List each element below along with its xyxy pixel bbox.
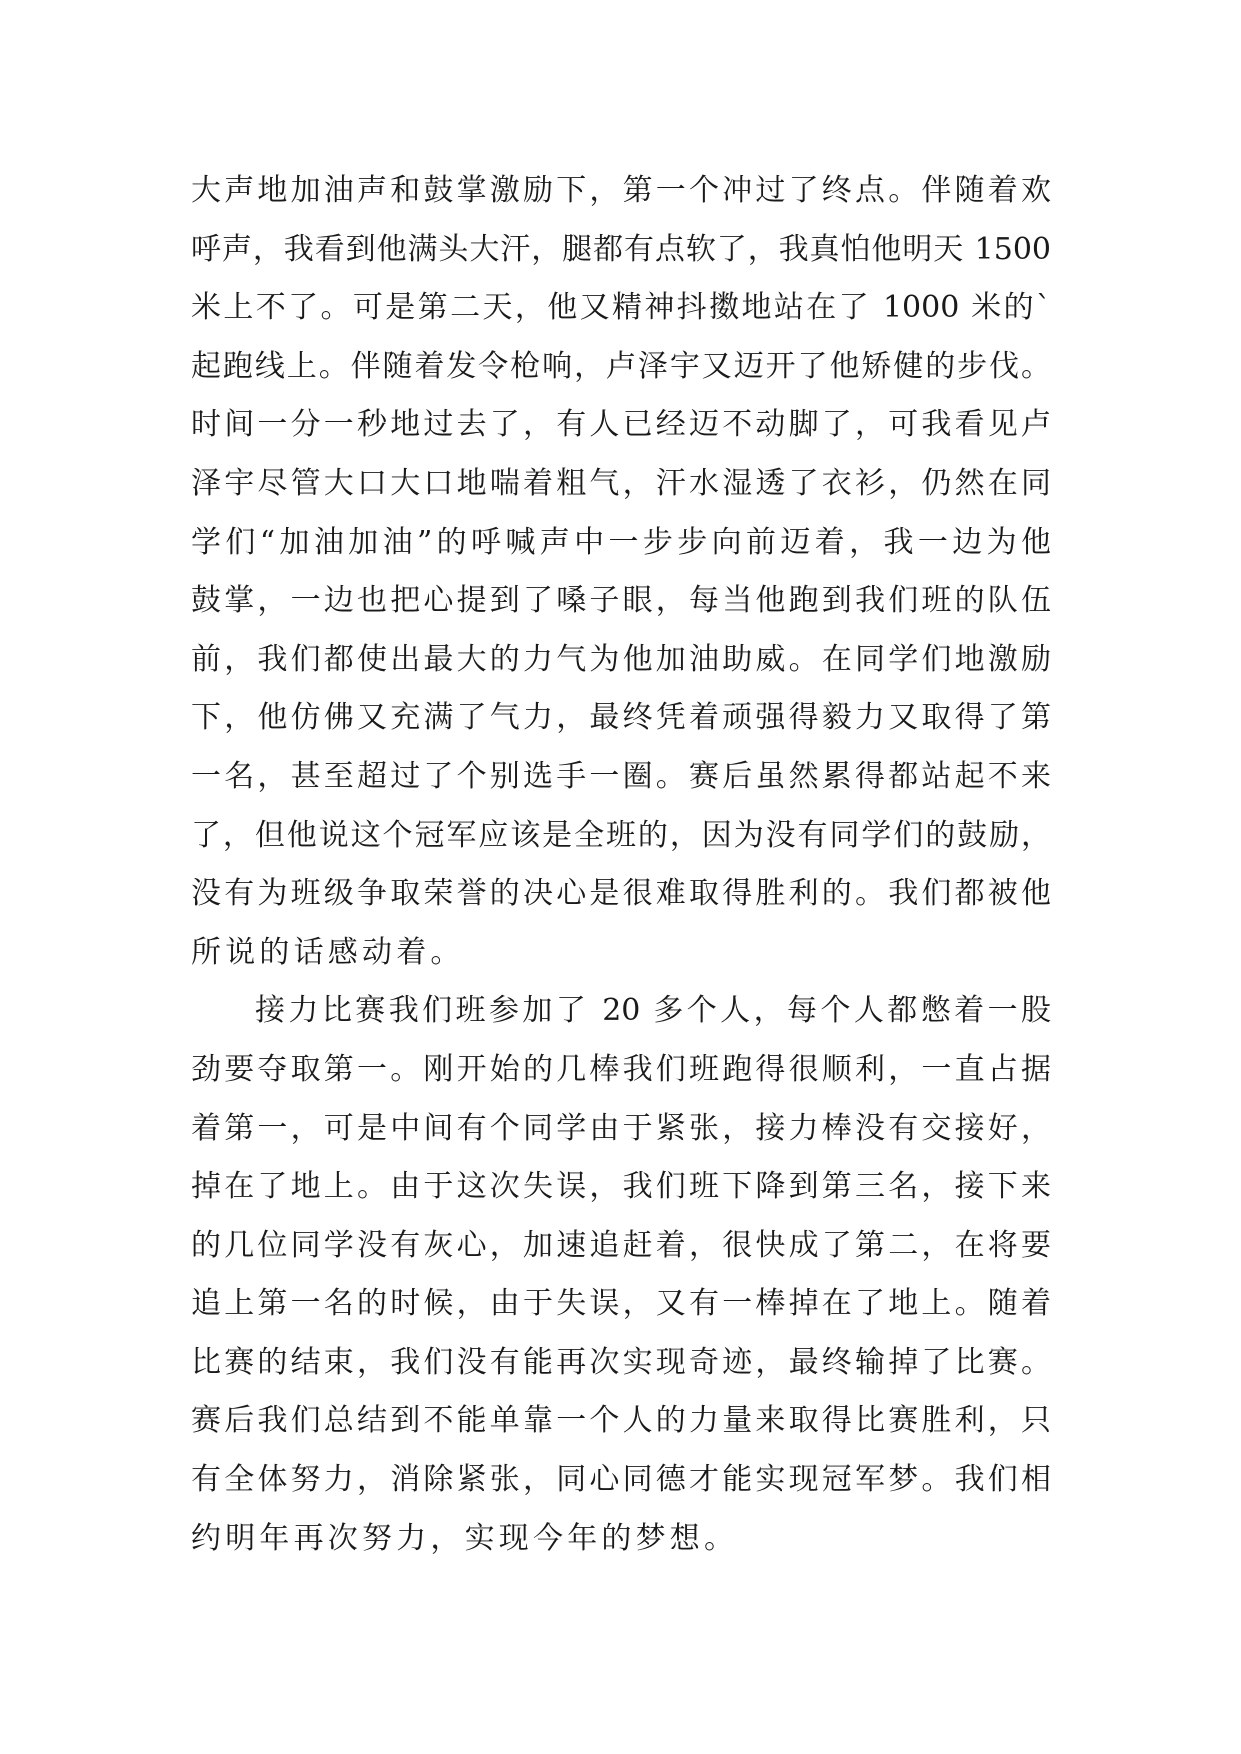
body-text <box>191 162 1051 1568</box>
text-line: 约明年再次努力，实现今年的梦想。 <box>191 1520 739 1556</box>
text-line: 学们“加油加油”的呼喊声中一步步向前迈着，我一边为他 <box>191 524 1051 560</box>
text-line: 比赛的结束，我们没有能再次实现奇迹，最终输掉了比赛。 <box>191 1344 1051 1380</box>
text-line: 接力比赛我们班参加了 20 多个人，每个人都憋着一股 <box>255 993 1051 1029</box>
text-line: 呼声，我看到他满头大汗，腿都有点软了，我真怕他明天 1500 <box>191 231 1051 267</box>
text-line: 追上第一名的时候，由于失误，又有一棒掉在了地上。随着 <box>191 1286 1051 1322</box>
text-line: 鼓掌，一边也把心提到了嗓子眼，每当他跑到我们班的队伍 <box>191 583 1051 619</box>
text-line: 了，但他说这个冠军应该是全班的，因为没有同学们的鼓励， <box>191 817 1051 853</box>
text-line: 的几位同学没有灰心，加速追赶着，很快成了第二，在将要 <box>191 1227 1051 1263</box>
text-line: 大声地加油声和鼓掌激励下，第一个冲过了终点。伴随着欢 <box>191 173 1051 208</box>
text-line: 没有为班级争取荣誉的决心是很难取得胜利的。我们都被他 <box>191 876 1051 912</box>
text-line: 所说的话感动着。 <box>191 934 465 970</box>
text-line: 泽宇尽管大口大口地喘着粗气，汗水湿透了衣衫，仍然在同 <box>191 465 1051 501</box>
text-line: 起跑线上。伴随着发令枪响，卢泽宇又迈开了他矫健的步伐。 <box>191 348 1051 384</box>
text-line: 前，我们都使出最大的力气为他加油助威。在同学们地激励 <box>191 641 1051 677</box>
text-line: 米上不了。可是第二天，他又精神抖擞地站在了 1000 米的` <box>191 290 1051 326</box>
text-line: 劲要夺取第一。刚开始的几棒我们班跑得很顺利，一直占据 <box>191 1051 1051 1087</box>
text-line: 一名，甚至超过了个别选手一圈。赛后虽然累得都站起不来 <box>191 758 1051 794</box>
text-line: 掉在了地上。由于这次失误，我们班下降到第三名，接下来 <box>191 1169 1051 1205</box>
text-line: 下，他仿佛又充满了气力，最终凭着顽强得毅力又取得了第 <box>191 700 1051 736</box>
text-line: 着第一，可是中间有个同学由于紧张，接力棒没有交接好， <box>191 1110 1051 1146</box>
text-line: 时间一分一秒地过去了，有人已经迈不动脚了，可我看见卢 <box>191 407 1051 443</box>
paragraph-1 <box>191 162 1051 982</box>
paragraph-2 <box>191 982 1051 1568</box>
text-line: 赛后我们总结到不能单靠一个人的力量来取得比赛胜利，只 <box>191 1403 1051 1439</box>
text-line: 有全体努力，消除紧张，同心同德才能实现冠军梦。我们相 <box>191 1462 1051 1498</box>
